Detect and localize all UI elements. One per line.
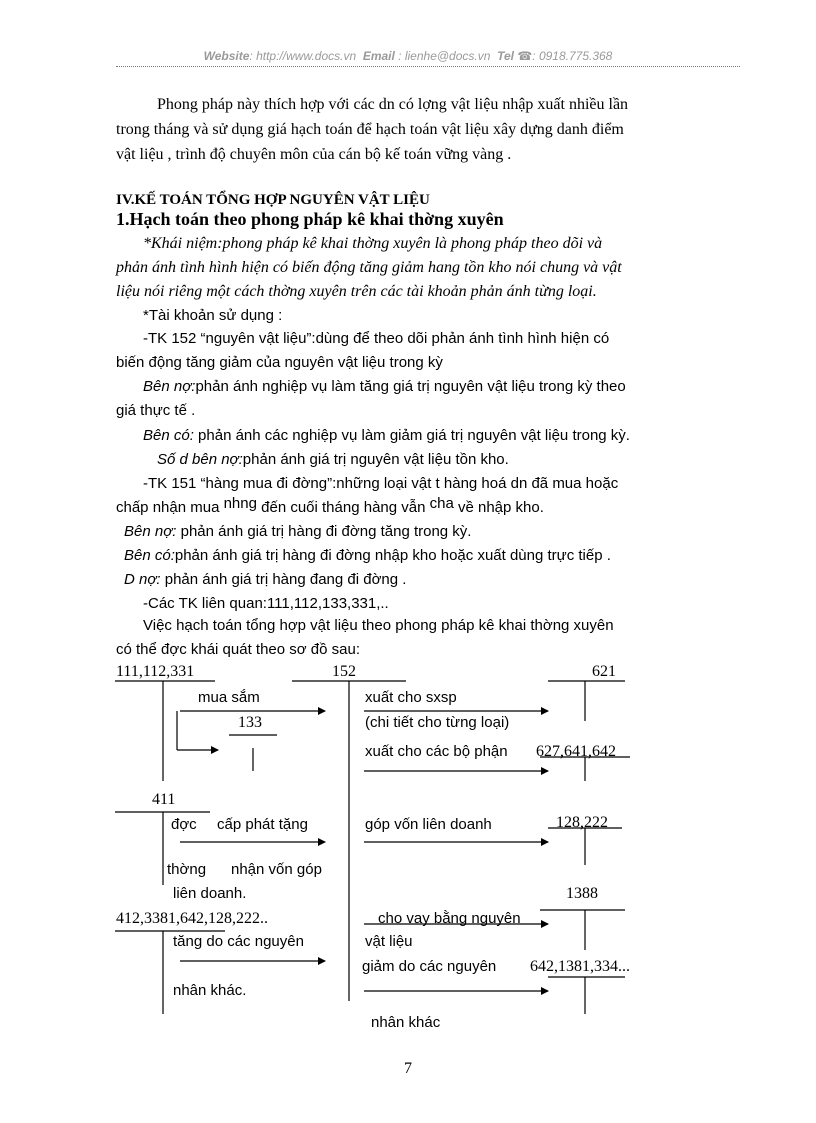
label-nhan-khac-2: nhân khác (371, 1014, 441, 1031)
tk151-du-no-label: D nợ: (124, 571, 161, 588)
intro-line-1: Phong pháp này thích hợp với các dn có lợng vật liệu nhập xuất nhiều lần (157, 96, 629, 113)
label-tang-do: tăng do các nguyên (173, 933, 304, 950)
label-nhan-khac-1: nhân khác. (173, 982, 247, 999)
email-address[interactable]: : lienhe@docs.vn (398, 49, 491, 63)
ben-no-text: phản ánh nghiệp vụ làm tăng giá trị nguyên vật liệu trong kỳ theo (195, 378, 626, 395)
website-label: Website (203, 49, 250, 63)
tk152-line-2: biến động tăng giảm của nguyên vật liệu trong kỳ (116, 354, 443, 371)
label-627: 627,641,642 (536, 743, 616, 760)
tk151-text-d: cha (429, 495, 454, 512)
intro-line-3: vật liệu , trình độ chuyên môn của cán bộ kế toán vững vàng . (116, 146, 512, 163)
tel-label: Tel (497, 49, 514, 63)
concept-line-3: liệu nói riêng một cách thờng xuyên trên các tài khoản phản ánh từng loại. (116, 283, 597, 300)
tk151-du-no-text: phản ánh giá trị hàng đang đi đờng . (160, 571, 407, 588)
website-url[interactable]: : http://www.docs.vn (249, 49, 357, 63)
tk151-text-e: về nhập kho. (453, 499, 544, 516)
label-duoc: đợc (171, 816, 197, 833)
label-xuat-bo-phan: xuất cho các bộ phận (365, 743, 508, 760)
tk151-ben-no-label: Bên nợ: (124, 523, 177, 540)
label-152: 152 (332, 663, 356, 680)
tk151-text-b: nhng (223, 495, 257, 512)
label-xuat-sxsp: xuất cho sxsp (365, 689, 457, 706)
tk151-text-a: chấp nhận mua (116, 499, 220, 516)
ben-co-text: phản ánh các nghiệp vụ làm giảm giá trị nguyên vật liệu trong kỳ. (193, 427, 630, 444)
email-label: Email (362, 49, 395, 63)
label-133: 133 (238, 714, 262, 731)
related-accounts: -Các TK liên quan:111,112,133,331,.. (143, 595, 389, 612)
page-number: 7 (404, 1060, 412, 1077)
label-vat-lieu: vật liệu (365, 933, 413, 950)
label-128: 128,222 (556, 814, 608, 831)
label-411: 411 (152, 791, 176, 808)
label-642: 642,1381,334... (530, 958, 630, 975)
concept-line-2: phản ánh tình hình hiện có biến động tăng giảm hang tồn kho nói chung và vật (116, 259, 622, 276)
so-du-label: Số d bên nợ: (157, 451, 243, 468)
ben-no-label: Bên nợ: (143, 378, 196, 395)
section-heading: IV.KẾ TOÁN TỔNG HỢP NGUYÊN VẬT LIỆU (116, 192, 430, 208)
method-line-2: có thể đợc khái quát theo sơ đồ sau: (116, 641, 360, 658)
label-thuong: thờng (167, 861, 207, 878)
ben-no-line-2: giá thực tế . (116, 402, 196, 419)
label-cap-phat: cấp phát tặng (217, 816, 308, 833)
method-line-1: Việc hạch toán tổng hợp vật liệu theo phong pháp kê khai thờng xuyên (143, 617, 614, 634)
phone-icon: ☎ (517, 49, 533, 63)
tk151-ben-co-label: Bên có: (124, 547, 175, 564)
ben-co-label: Bên có: (143, 427, 194, 444)
label-mua-sam: mua sắm (198, 689, 260, 706)
tk151-ben-no-text: phản ánh giá trị hàng đi đờng tăng trong kỳ. (176, 523, 472, 540)
label-nhan-von: nhận vốn góp (231, 861, 322, 878)
label-111: 111,112,331 (116, 663, 195, 680)
tk151-text-c: đến cuối tháng hàng vẫn (261, 499, 426, 516)
label-lien-doanh: liên doanh. (173, 885, 247, 902)
so-du-text: phản ánh giá trị nguyên vật liệu tồn kho. (242, 451, 509, 468)
label-1388: 1388 (566, 885, 598, 902)
label-gop-von: góp vốn liên doanh (365, 816, 492, 833)
tk152-line-1: -TK 152 “nguyên vật liệu”:dùng để theo dõi phản ánh tình hình hiện có (143, 330, 610, 347)
tk151-ben-co-text: phản ánh giá trị hàng đi đờng nhập kho hoặc xuất dùng trực tiếp . (174, 547, 611, 564)
label-412: 412,3381,642,128,222.. (116, 910, 268, 927)
label-621: 621 (592, 663, 616, 680)
accounts-title: *Tài khoản sử dụng : (143, 307, 283, 324)
tk151-line-1: -TK 151 “hàng mua đi đờng”:những loại vật t hàng hoá dn đã mua hoặc (143, 475, 619, 492)
intro-line-2: trong tháng và sử dụng giá hạch toán để hạch toán vật liệu xây dựng danh điểm (116, 121, 624, 138)
label-chi-tiet: (chi tiết cho từng loại) (365, 714, 510, 731)
sub-heading: 1.Hạch toán theo phong pháp kê khai thờng xuyên (116, 209, 504, 229)
tel-number: : 0918.775.368 (532, 49, 613, 63)
label-giam-do: giảm do các nguyên (362, 958, 497, 975)
concept-line-1: *Khái niệm:phong pháp kê khai thờng xuyên là phong pháp theo dõi và (143, 235, 603, 252)
label-cho-vay: cho vay bằng nguyên (378, 910, 521, 927)
